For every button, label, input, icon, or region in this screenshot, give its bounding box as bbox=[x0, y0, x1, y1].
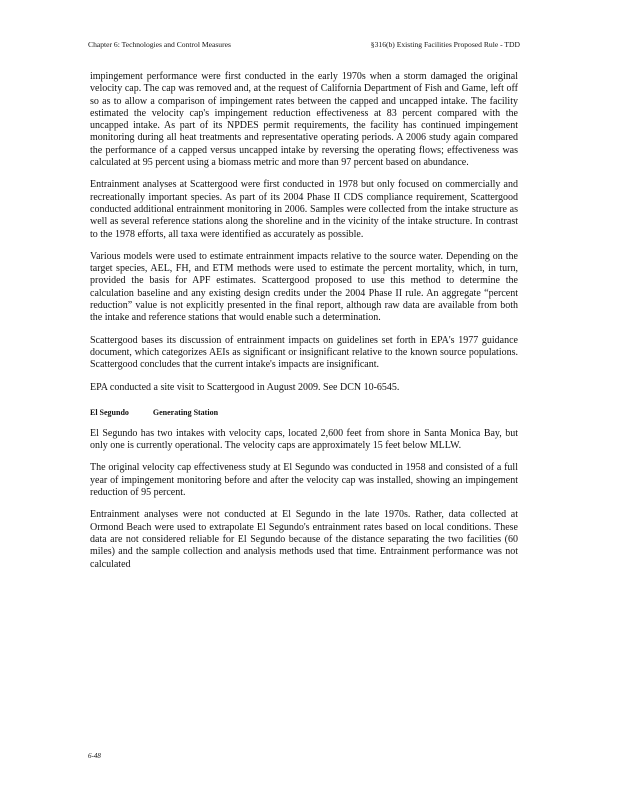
paragraph: Various models were used to estimate entrainment impacts relative to the source water. Depending on the target species, AEL, FH, and ETM methods were used to estimate the percent mortality, which, in turn, provided the basis for APF estimates. Scattergood proposed to use this method to determine the calculation baseline and any existing design credits under the 2004 Phase II rule. An aggregate “percent reduction” value is not explicitly presented in the final report, although raw data are available from both the intake and reference stations that would enable such a determination. bbox=[90, 250, 518, 324]
header-document-title: §316(b) Existing Facilities Proposed Rule - TDD bbox=[370, 40, 520, 49]
section-heading-name: El Segundo bbox=[90, 407, 129, 417]
paragraph: Entrainment analyses at Scattergood were first conducted in 1978 but only focused on commercially and recreationally important species. As part of its 2004 Phase II CDS compliance requirement, Scattergood conducted additional entrainment monitoring in 2006. Samples were collected from the intake structure as well as several reference stations along the shoreline and in the vicinity of the intake structure. In contrast to the 1978 efforts, all taxa were identified as accurately as possible. bbox=[90, 179, 518, 240]
paragraph: Scattergood bases its discussion of entrainment impacts on guidelines set forth in EPA's 1977 guidance document, which categorizes AEIs as significant or insignificant relative to the known source populations. Scattergood concludes that the current intake's impacts are insignificant. bbox=[90, 334, 518, 371]
paragraph: EPA conducted a site visit to Scattergood in August 2009. See DCN 10-6545. bbox=[90, 381, 400, 393]
paragraph: The original velocity cap effectiveness study at El Segundo was conducted in 1958 and consisted of a full year of impingement monitoring before and after the velocity cap was installed, showing an impingement reduction of 95 percent. bbox=[90, 462, 518, 499]
section-heading-title: Generating Station bbox=[152, 407, 219, 417]
paragraph: impingement performance were first conducted in the early 1970s when a storm damaged the original velocity cap. The cap was removed and, at the request of California Department of Fish and Game, left off so as to allow a comparison of impingement rates between the capped and uncapped intake. The facility estimated the velocity cap's impingement reduction effectiveness at 83 percent compared with the uncapped intake. As part of its NPDES permit requirements, the facility has continued impingement monitoring during all heat treatments and representative operating periods. A 2006 study again compared the performance of a capped versus uncapped intake by reversing the operating flows; effectiveness was calculated at 95 percent using a biomass metric and more than 97 percent based on abundance. bbox=[90, 71, 518, 169]
page-number: 6-48 bbox=[88, 752, 101, 760]
header-chapter-title: Chapter 6: Technologies and Control Measures bbox=[88, 40, 231, 49]
page-body bbox=[90, 71, 518, 581]
paragraph: Entrainment analyses were not conducted at El Segundo in the late 1970s. Rather, data collected at Ormond Beach were used to extrapolate El Segundo's entrainment rates based on local conditions. These data are not considered reliable for El Segundo because of the distance separating the two facilities (60 miles) and the sample collection and analysis methods used that time. Entrainment performance was not calculated bbox=[90, 509, 518, 570]
section-heading bbox=[90, 408, 518, 417]
page-header bbox=[88, 40, 520, 52]
paragraph: El Segundo has two intakes with velocity caps, located 2,600 feet from shore in Santa Monica Bay, but only one is currently operational. The velocity caps are approximately 15 feet below MLLW. bbox=[90, 427, 518, 452]
